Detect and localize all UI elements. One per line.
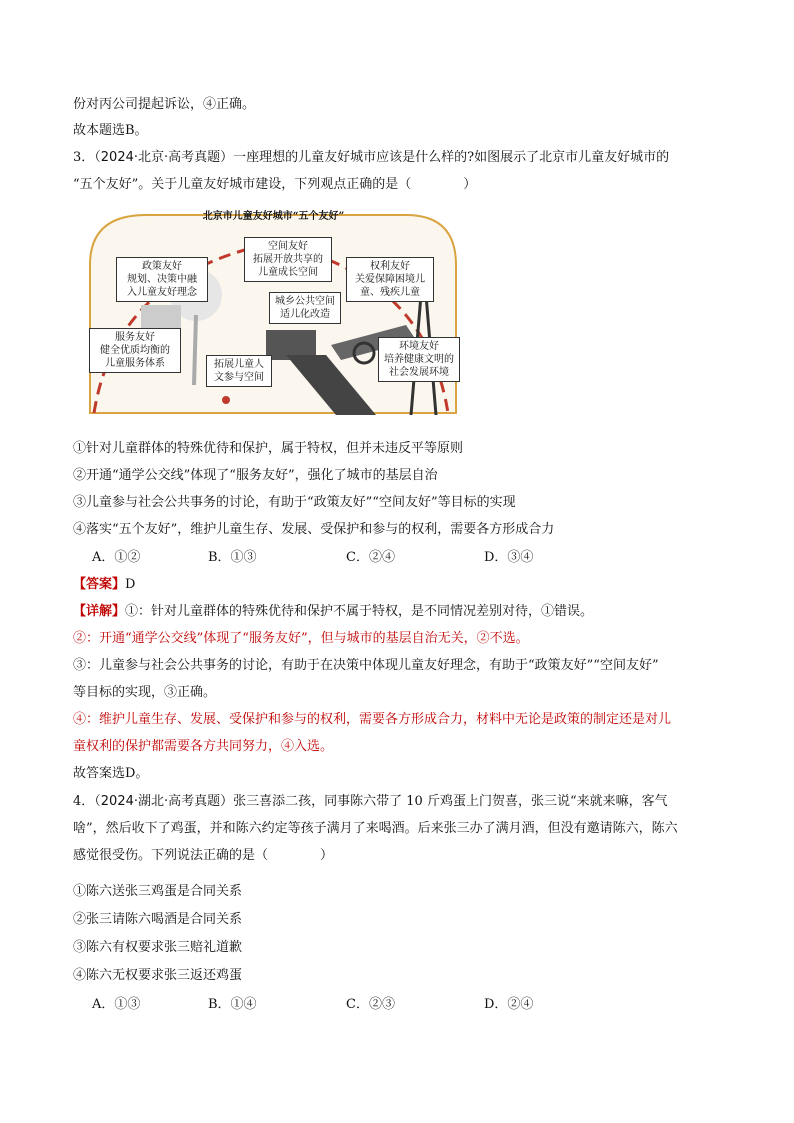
option-a[interactable]: A．①②	[92, 550, 141, 565]
statement-4: ④陈六无权要求张三返还鸡蛋	[73, 968, 243, 983]
detail-text: ④：维护儿童生存、发展、受保护和参与的权利，需要各方形成合力，材料中无论是政策的制定还是对儿	[73, 712, 672, 727]
question-number: 3．	[73, 150, 95, 165]
detail-text: ①：针对儿童群体的特殊优待和保护不属于特权，是不同情况差别对待，①错误。	[125, 604, 594, 619]
five-friendly-figure	[86, 205, 461, 415]
statement-2: ②张三请陈六喝酒是合同关系	[73, 912, 243, 927]
answer-value: D	[125, 577, 136, 592]
detail-text: 童权利的保护都需要各方共同努力，④入选。	[73, 739, 334, 754]
question-source: （2024·湖北·高考真题）	[94, 794, 234, 809]
statement-1: ①陈六送张三鸡蛋是合同关系	[73, 884, 243, 899]
detail-text: ③：儿童参与社会公共事务的讨论，有助于在决策中体现儿童友好理念，有助于“政策友好”“空间友好”	[73, 658, 659, 673]
question-text: 感觉很受伤。下列说法正确的是（ ）	[73, 848, 334, 863]
urban-public-space-box: 城乡公共空间 适儿化改造	[269, 292, 341, 324]
statement-3: ③儿童参与社会公共事务的讨论，有助于“政策友好”“空间友好”等目标的实现	[73, 495, 516, 510]
detail-line	[73, 603, 593, 621]
text-line: 份对丙公司提起诉讼，④正确。	[73, 97, 256, 112]
detail-text: ②：开通“通学公交线”体现了“服务友好”，但与城市的基层自治无关，②不选。	[73, 631, 529, 646]
space-friendly-box: 空间友好 拓展开放共享的 儿童成长空间	[244, 237, 332, 282]
answer-conclusion: 故答案选D。	[73, 766, 149, 781]
question-text: 一座理想的儿童友好城市应该是什么样的?如图展示了北京市儿童友好城市的	[233, 150, 670, 165]
option-a[interactable]: A．①③	[92, 997, 141, 1012]
detail-text: 等目标的实现，③正确。	[73, 685, 217, 700]
question-number: 4．	[73, 794, 95, 809]
option-c[interactable]: C．②③	[346, 997, 395, 1012]
detail-label: 【详解】	[73, 604, 126, 619]
question-4-line	[73, 793, 668, 811]
service-friendly-box: 服务友好 健全优质均衡的 儿童服务体系	[89, 328, 181, 373]
option-c[interactable]: C．②④	[346, 550, 395, 565]
option-b[interactable]: B．①④	[208, 997, 257, 1012]
statement-4: ④落实“五个友好”，维护儿童生存、发展、受保护和参与的权利，需要各方形成合力	[73, 522, 555, 537]
question-source: （2024·北京·高考真题）	[94, 150, 234, 165]
statement-3: ③陈六有权要求张三赔礼道歉	[73, 940, 243, 955]
question-text: “五个友好”。关于儿童友好城市建设，下列观点正确的是（ ）	[73, 177, 477, 192]
statement-1: ①针对儿童群体的特殊优待和保护，属于特权，但并未违反平等原则	[73, 441, 464, 456]
figure-title: 北京市儿童友好城市“五个友好”	[202, 211, 345, 222]
statement-2: ②开通“通学公交线”体现了“服务友好”，强化了城市的基层自治	[73, 468, 438, 483]
policy-friendly-box: 政策友好 规划、决策中融 入儿童友好理念	[116, 257, 208, 302]
participation-space-box: 拓展儿童人 文参与空间	[206, 355, 272, 387]
option-d[interactable]: D．③④	[484, 550, 534, 565]
environment-friendly-box: 环境友好 培养健康文明的 社会发展环境	[378, 337, 460, 382]
question-text: 张三喜添二孩，同事陈六带了 10 斤鸡蛋上门贺喜，张三说“来就来嘛，客气	[233, 794, 668, 809]
answer-label: 【答案】	[73, 577, 126, 592]
text-line: 故本题选B。	[73, 123, 148, 138]
answer-line	[73, 576, 135, 594]
rights-friendly-box: 权利友好 关爱保障困境儿 童、残疾儿童	[346, 257, 434, 302]
option-b[interactable]: B．①③	[208, 550, 257, 565]
question-3-line	[73, 149, 669, 167]
option-d[interactable]: D．②④	[484, 997, 534, 1012]
question-text: 啥”，然后收下了鸡蛋，并和陈六约定等孩子满月了来喝酒。后来张三办了满月酒，但没有邀请陈六，陈六	[73, 821, 678, 836]
